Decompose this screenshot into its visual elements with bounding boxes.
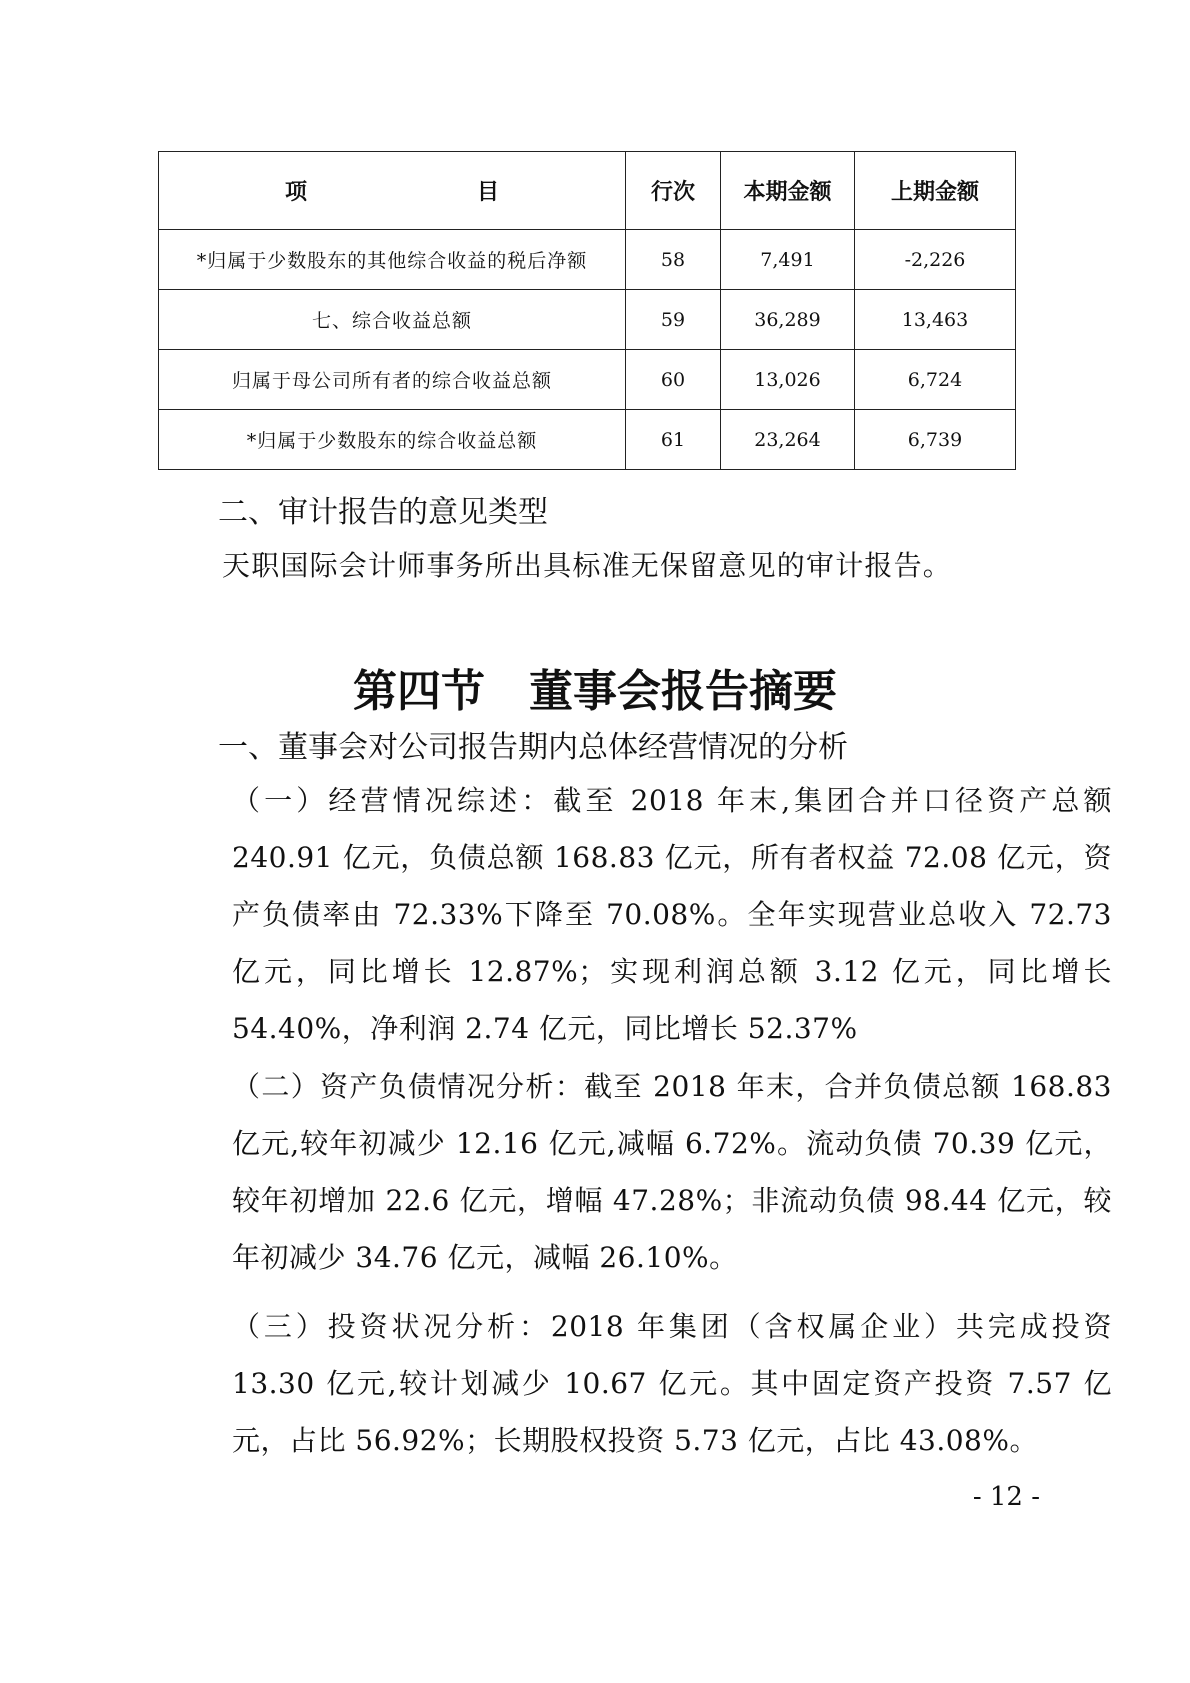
- section-title: 第四节 董事会报告摘要: [353, 666, 837, 717]
- cell-previous: 13,463: [855, 290, 1016, 350]
- analysis-heading: 一、董事会对公司报告期内总体经营情况的分析: [218, 730, 848, 765]
- cell-previous: 6,724: [855, 350, 1016, 410]
- cell-item: *归属于少数股东的综合收益总额: [159, 410, 626, 470]
- cell-item: *归属于少数股东的其他综合收益的税后净额: [159, 230, 626, 290]
- header-current-amount: 本期金额: [721, 152, 855, 230]
- cell-row-no: 60: [626, 350, 721, 410]
- cell-current: 13,026: [721, 350, 855, 410]
- cell-current: 23,264: [721, 410, 855, 470]
- cell-item: 七、综合收益总额: [159, 290, 626, 350]
- comprehensive-income-table: [158, 151, 1016, 470]
- table-row: [159, 230, 1016, 290]
- cell-current: 36,289: [721, 290, 855, 350]
- cell-row-no: 61: [626, 410, 721, 470]
- cell-row-no: 58: [626, 230, 721, 290]
- page-number: - 12 -: [972, 1482, 1040, 1512]
- cell-previous: 6,739: [855, 410, 1016, 470]
- cell-current: 7,491: [721, 230, 855, 290]
- table-row: [159, 290, 1016, 350]
- table-header-row: [159, 152, 1016, 230]
- cell-row-no: 59: [626, 290, 721, 350]
- header-previous-amount: 上期金额: [855, 152, 1016, 230]
- table-row: [159, 350, 1016, 410]
- audit-opinion-text: 天职国际会计师事务所出具标准无保留意见的审计报告。: [222, 549, 953, 582]
- audit-opinion-heading: 二、审计报告的意见类型: [218, 495, 548, 530]
- header-row-no: 行次: [626, 152, 721, 230]
- paragraph-investment: （三）投资状况分析：2018 年集团（含权属企业）共完成投资 13.30 亿元,较计划减少 10.67 亿元。其中固定资产投资 7.57 亿元，占比 56.92%；长期股权投资 5.73 亿元，占比 43.08%。: [232, 1310, 1112, 1457]
- cell-item: 归属于母公司所有者的综合收益总额: [159, 350, 626, 410]
- cell-previous: -2,226: [855, 230, 1016, 290]
- header-item-part2: 目: [477, 180, 500, 205]
- table-row: [159, 410, 1016, 470]
- header-item: [159, 152, 626, 230]
- header-item-part1: 项: [284, 180, 307, 205]
- paragraph-operations-summary: （一）经营情况综述：截至 2018 年末,集团合并口径资产总额 240.91 亿元，负债总额 168.83 亿元，所有者权益 72.08 亿元，资产负债率由 72.33%下降至 70.08%。全年实现营业总收入 72.73 亿元，同比增长 12.87%；实现利润总额 3.12 亿元，同比增长 54.40%，净利润 2.74 亿元，同比增长 52.37%: [232, 784, 1112, 1045]
- paragraph-assets-liabilities: （二）资产负债情况分析：截至 2018 年末，合并负债总额 168.83亿元,较年初减少 12.16 亿元,减幅 6.72%。流动负债 70.39 亿元，较年初增加 22.6 亿元，增幅 47.28%；非流动负债 98.44 亿元，较年初减少 34.76 亿元，减幅 26.10%。: [232, 1070, 1112, 1274]
